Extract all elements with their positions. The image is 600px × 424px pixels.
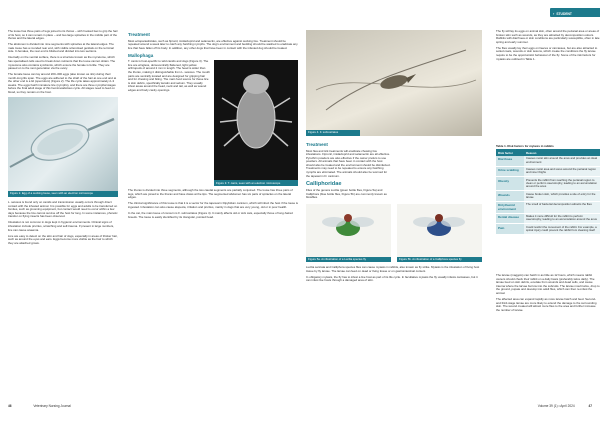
table-header bbox=[496, 149, 600, 156]
table-cell-factor: Pain bbox=[496, 224, 524, 234]
louse-icon bbox=[214, 60, 298, 186]
risk-factor-table bbox=[496, 144, 600, 235]
chevron-right-icon: › bbox=[553, 10, 555, 16]
column-2 bbox=[128, 30, 298, 400]
column-4-lower bbox=[496, 274, 600, 400]
footer-right bbox=[500, 404, 592, 408]
paragraph: Internally on the ventral surface, there is a structure known as the mycetome, which has specialised cells used to break down nutrients that the louse cannot obtain. The mycetome also contains symbionts, which ensure the female is fertile. They are passed on to the next generation via the ovary. bbox=[8, 55, 116, 71]
table-cell-factor: Obesity bbox=[496, 177, 524, 190]
paragraph: The abdomen is divided into nine segments with spiracles at the lateral edges. The male louse has a rounded rear end, with visible sclerotised genitals on the terminal side. In females, the rear end is bilobed and divided into two sections. bbox=[8, 42, 114, 54]
paragraph: The larvae (maggots) can hatch in as little as 12 hours, which means rabbit owners should check their rabbit on a daily basis (preferably twice daily). The larvae feed on skin debris, exudate from wounds and dead cells, and cause trauma where the larvae burrow into the subcutis. The larvae moult twice, drop to the ground, pupate and develop into adult flies, which can then re-infest the animal. bbox=[496, 274, 600, 295]
figure-4-caption: Figure 4. F. subrostratus bbox=[306, 130, 360, 136]
figure-5b-caption: Figure 5b. An illustration of a Calliphora species fly bbox=[397, 257, 482, 263]
paragraph: The louse has three pairs of legs joined to its thorax – with hooked feet to grip the hair of its host, so it can remain in place – and two large spiracles in the middle part of the thorax and the lateral edges. bbox=[8, 30, 118, 41]
figure-5a bbox=[306, 204, 391, 262]
table-cell-reason: Makes it more difficult for the rabbit to perform caecotrophy, leading to an accumulation around the anus bbox=[524, 214, 600, 224]
paragraph: Infestation is not common in dogs kept in hygienic environments. Clinical signs of infestation include pruritus, scratching and self-trauma. If present in large numbers, lice can cause anaemia. bbox=[8, 220, 115, 232]
heading-treatment: Treatment bbox=[128, 32, 150, 37]
table-cell-factor: Dental disease bbox=[496, 214, 524, 224]
paragraph: Flies of the genera Lucilia (green bottle flies, Figure 5a) and Calliphora (blue bottle flies, Figure 5b) are commonly known as blowflies. bbox=[306, 188, 387, 200]
table-body bbox=[496, 156, 600, 235]
heading-calliphoridae: Calliphoridae bbox=[306, 180, 342, 187]
table-row bbox=[496, 214, 600, 225]
paragraph: Lice are easy to detect on the skin and hair of dogs, especially in areas of thicker hair, such as around the eyes and ears. Eggs become more visible as the hair to which they are attached grows. bbox=[8, 233, 118, 245]
table-row bbox=[496, 177, 600, 191]
table-row bbox=[496, 224, 600, 235]
figure-5b-image bbox=[397, 204, 482, 262]
table-caption: Table 1. Risk factors for myiasis in rabbits bbox=[496, 144, 554, 148]
green-bottle-fly-icon bbox=[306, 204, 391, 262]
figure-2-image bbox=[8, 97, 118, 197]
table-header-reason: Reason bbox=[526, 150, 537, 155]
paragraph: In the cat, the main louse of concern is F. subrostratus (Figure 4). It mainly affects old or sick cats, especially those of long-haired breeds. The louse is easily identified by its triangular, pointed head. bbox=[128, 210, 293, 219]
table-cell-reason: Cause broken skin, which provides a site of entry for the larvae bbox=[524, 191, 600, 201]
page-number-left: 46 bbox=[8, 404, 12, 408]
table-header-factor: Risk factor bbox=[498, 150, 513, 155]
figure-3-caption: Figure 3. T. canis, seen with an electron microscope bbox=[214, 180, 298, 186]
table-cell-factor: Wounds bbox=[496, 191, 524, 201]
paragraph: L. setosus is found only on canids and transmission usually occurs through direct contact with the infested animal. It is possible for eggs and adults to be transferred on fomites, such as grooming equipment, but contact would need to occur within a few days because the lice cannot survive off the host for long. In some instances, phoretic transfer on flying insects has been observed. bbox=[8, 200, 118, 219]
figure-3 bbox=[214, 60, 298, 186]
heading-treatment-chewing: Treatment bbox=[306, 142, 328, 147]
section-tag-label: STUDENT bbox=[556, 11, 572, 16]
column-1 bbox=[8, 30, 118, 400]
paragraph: In obligatory myiasis, the fly has to infest a live host as part of its life cycle. In facultative myiasis the fly usually infests carcasses, but it can infest live hosts through a damaged area of skin. bbox=[306, 274, 478, 283]
paragraph: The clinical significance of this louse is that it is a vector for the tapeworm Dipylidium caninum, which will infect the host if the louse is ingested. Infestation can also cause alopecia, irritation and pruritus, mainly in dogs that are very young, old or in poor health. bbox=[128, 201, 298, 209]
cat-louse-icon bbox=[306, 30, 482, 136]
table-cell-factor: Diarrhoea bbox=[496, 156, 524, 166]
footer-left bbox=[8, 404, 71, 408]
table-cell-factor: Dirty/humid environment bbox=[496, 202, 524, 213]
paragraph: The affected area can expand rapidly as more larvae hatch and feed. Second- and third-stage larvae are more likely to extend the damage to the surrounding skin. The wound created will attract more flies to the area and further increase the number of larvae. bbox=[496, 296, 597, 312]
paragraph: The female louse can lay around 200–300 eggs (also known as nits) during their month-long life span. The eggs are adhered to the shaft of the hair at one end and at the other end is a lid (operculum) (Figure 2). The life cycle takes approximately 2–3 weeks. The eggs hatch immature lice (nymphs), and there are three nymphal stages before the final adult stage of this hemimetabolous cycle. All stages need to feed on blood, so they remain on the host. bbox=[8, 72, 117, 95]
paragraph: Most ectoparasiticides, such as fipronil, imidacloprid and selamectin, are effective against sucking lice. Treatment should be repeated around a week later to catch any hatching nymphs. The dog's environment and bedding should be washed to eradicate any lice that have fallen off its body. In addition, any other dogs that have been in contact with the infested dog should be treated. bbox=[128, 38, 298, 50]
paragraph: Most flea and tick treatments will eradicate chewing lice infestations. Fipronil, imidacloprid and selamectin are all effective. Pyrethrin powders are also effective if the owner prefers to use powders. All animals that have been in contact with the host should also be treated and the environment should be disinfected. Treatments may need to be repeated to ensure any hatching nymphs are eliminated. The animals should also be wormed for the tapeworm D. caninum. bbox=[306, 148, 391, 178]
paragraph: The fly will lay its eggs on animal skin, often around the perianal area or areas of broken skin such as wounds, as they are attracted by decomposition odours. Rabbits with diarrhoea or skin conditions are particularly susceptible, often in late spring and early summer. bbox=[496, 30, 600, 44]
figure-5b bbox=[397, 204, 482, 262]
table-row bbox=[496, 156, 600, 167]
figure-5a-caption: Figure 5a. An illustration of a Lucilia species fly bbox=[306, 257, 391, 263]
table-row bbox=[496, 167, 600, 178]
issue-info: Volume 39 (1) • April 2024 bbox=[537, 404, 575, 408]
paragraph: The thorax is divided into three segments, although the two caudal segments are partially conjoined. The louse has three pairs of legs, which are joined to the thorax and have claws at the tips. The segmented abdomen has six pairs of spiracles on the lateral edges. bbox=[128, 188, 293, 200]
table-row bbox=[496, 202, 600, 214]
table-cell-reason: The smell of bacterial decomposition attracts the flies bbox=[524, 202, 600, 213]
blue-bottle-fly-icon bbox=[397, 204, 482, 262]
figure-3-image bbox=[214, 60, 298, 186]
paragraph: T. canis is host-specific to wild canids and dogs (Figure 3). The lice are wingless, dorsoventrally flattened, light-yellow arthropods of around 2 mm in length. The head is wider than the thorax, making it distinguishable from L. setosus. The mouth parts are ventrally located and are designed for gripping hair and for chewing and biting. The main food source for these lice is skin debris, specifically keratin and sebum. They usually infest areas around the head, neck and tail, as well as wound edges and body cavity openings. bbox=[128, 59, 210, 92]
paragraph: The flies usually lay their eggs on faeces or carcasses, but are also attracted to soiled coats, wounds or skin lesions, which create the conditions the fly larvae require to be the opportunistic behaviour of the fly. Some of the risk factors for myiasis are outlined in Table 1. bbox=[496, 45, 598, 61]
table-cell-reason: Could restrict the movement of the rabbit. For example, a spinal injury could prevent the rabbit from cleaning itself bbox=[524, 224, 600, 234]
journal-name: Veterinary Nursing Journal bbox=[33, 404, 71, 408]
table-row bbox=[496, 191, 600, 202]
egg-icon bbox=[8, 97, 118, 197]
column-4 bbox=[496, 30, 600, 142]
figure-5a-image bbox=[306, 204, 391, 262]
figure-2-caption: Figure 2. Egg of a sucking louse, seen with an electron microscope bbox=[8, 191, 118, 197]
paragraph: Lucilia sericata and Calliphora species flies can cause myiasis in rabbits, also known as fly strike. Myiasis is the infestation of living host tissue by fly larvae. The larvae can feed on dead or living tissue or on gastrointestinal content. bbox=[306, 265, 480, 273]
figure-4-image bbox=[306, 30, 482, 136]
section-tag bbox=[550, 8, 600, 17]
heading-mallophaga: Mallophaga bbox=[128, 52, 154, 58]
table-cell-factor: Urine scalding bbox=[496, 167, 524, 177]
figure-4 bbox=[306, 30, 482, 136]
table-cell-reason: Causes moist area and sores around the perianal region and inner thighs bbox=[524, 167, 600, 177]
figure-2 bbox=[8, 97, 118, 197]
table-cell-reason: Causes moist skin around the anus and provides an ideal environment bbox=[524, 156, 600, 166]
page-number-right: 47 bbox=[588, 404, 592, 408]
column-3 bbox=[306, 30, 482, 400]
table-cell-reason: Prevents the rabbit from reaching the perianal region to clean or perform caecotrophy, leading to an accumulation around the anus bbox=[524, 177, 600, 190]
